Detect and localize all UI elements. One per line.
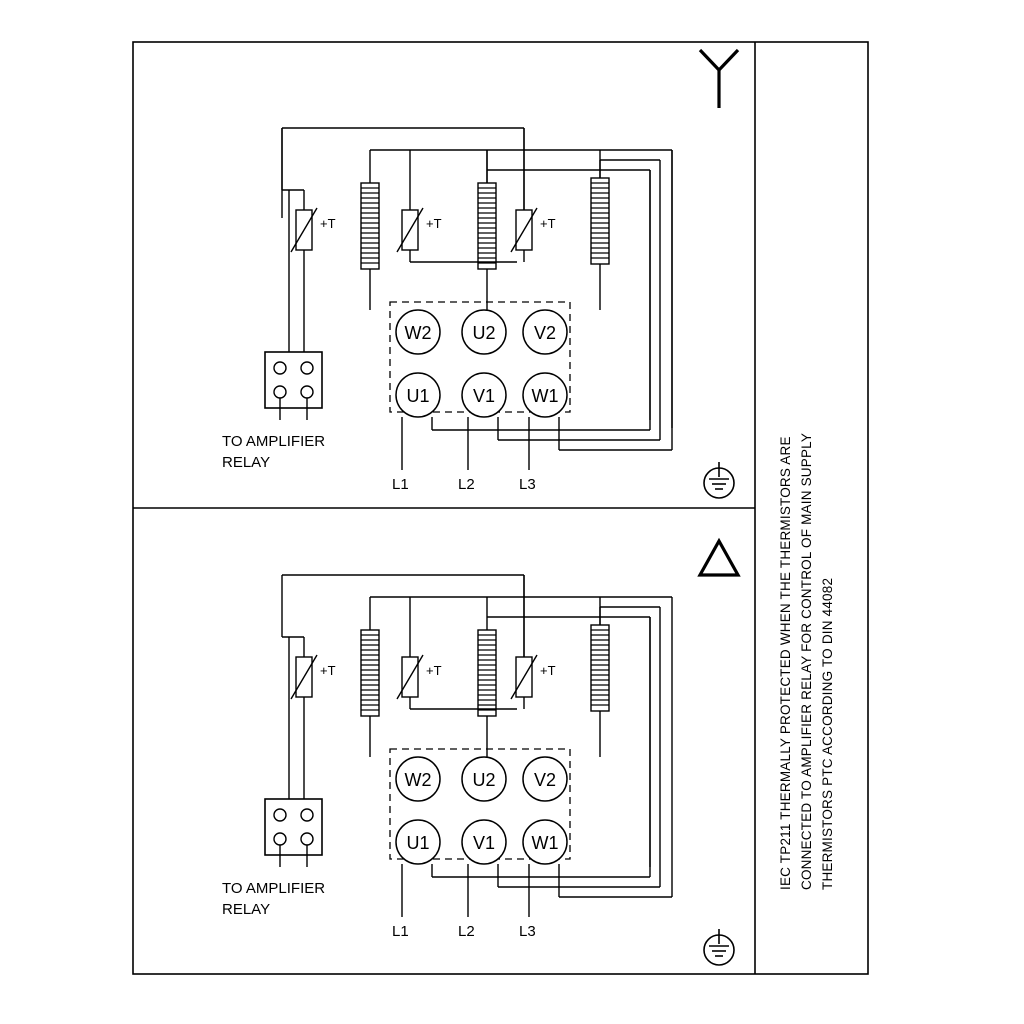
terminals-top [396,757,567,801]
panel-delta [222,541,738,965]
supply-label-l3: L3 [519,476,536,493]
coil-w [361,597,379,757]
side-note-line-2: CONNECTED TO AMPLIFIER RELAY FOR CONTROL OF MAIN SUPPLY [799,432,814,890]
star-wye-icon [700,50,738,108]
thermistor-label-2: +T [426,216,442,231]
coil-w [361,150,379,310]
side-note-line-3: THERMISTORS PTC ACCORDING TO DIN 44082 [820,577,835,890]
thermistor-3 [511,128,556,262]
terminal-u2: U2 [472,770,496,790]
terminal-u2: U2 [472,323,496,343]
amplifier-label-line-2: RELAY [222,901,271,918]
thermistor-2 [397,150,517,262]
thermistor-label-2: +T [426,663,442,678]
thermistor-label-1: +T [320,216,336,231]
amplifier-terminal-block [265,352,322,420]
thermistor-1 [291,190,336,360]
delta-triangle-icon [700,541,738,575]
thermistor-label-3: +T [540,663,556,678]
terminals-bottom [396,820,567,864]
supply-label-l3: L3 [519,923,536,940]
lower-wires [402,597,672,917]
thermistor-label-3: +T [540,216,556,231]
terminals-top [396,310,567,354]
terminals-bottom [396,373,567,417]
panel-star [222,50,738,498]
terminal-w2: W2 [404,323,432,343]
earth-ground-icon [704,462,734,498]
terminal-w2: W2 [404,770,432,790]
side-note-block [778,433,835,890]
thermistor-2 [397,597,517,709]
thermistor-1 [291,637,336,807]
terminal-v2: V2 [533,323,557,343]
terminal-v1: V1 [472,386,496,406]
terminal-v1: V1 [472,833,496,853]
amplifier-label-line-2: RELAY [222,454,271,471]
terminal-u1: U1 [406,833,430,853]
supply-label-l1: L1 [392,923,409,940]
terminal-v2: V2 [533,770,557,790]
lower-wires [402,150,672,470]
amplifier-label-line-1: TO AMPLIFIER [222,880,326,897]
thermistor-3 [511,575,556,709]
side-note-line-1: IEC TP211 THERMALLY PROTECTED WHEN THE THERMISTORS ARE [778,436,793,890]
terminal-u1: U1 [406,386,430,406]
supply-label-l2: L2 [458,923,475,940]
terminal-w1: W1 [531,386,559,406]
coil-u [478,597,496,757]
supply-label-l2: L2 [458,476,475,493]
thermistor-label-1: +T [320,663,336,678]
motor-coils [361,597,609,757]
amplifier-label-line-1: TO AMPLIFIER [222,433,326,450]
terminal-w1: W1 [531,833,559,853]
motor-coils [361,150,609,310]
supply-label-l1: L1 [392,476,409,493]
earth-ground-icon [704,929,734,965]
amplifier-terminal-block [265,799,322,867]
